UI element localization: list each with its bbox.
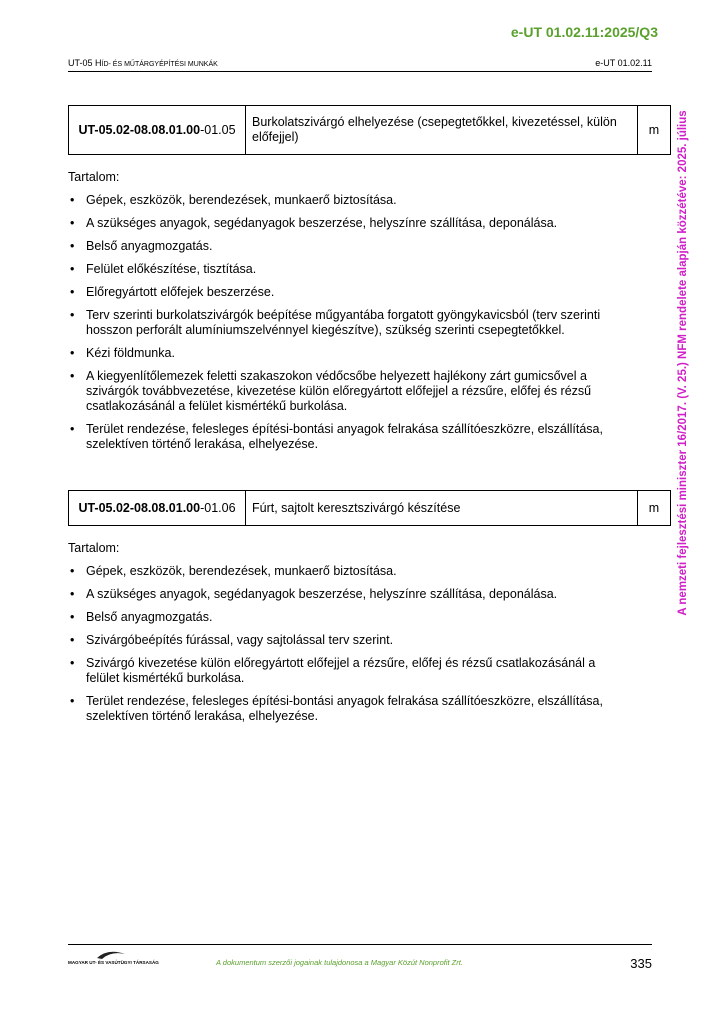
- list-item: • Gépek, eszközök, berendezések, munkaerő biztosítása.: [68, 193, 628, 208]
- list-item: • Belső anyagmozgatás.: [68, 239, 628, 254]
- item-code-suffix: -01.05: [200, 123, 236, 137]
- content-label: Tartalom:: [68, 170, 120, 184]
- list-item: • Terv szerinti burkolatszivárgók beépítése műgyantába forgatott gyöngykavicsból (terv szerinti hosszon perforált alumíniumszelvénnyel kiegészítve), szükség szerinti csepegtetőkkel.: [68, 308, 628, 338]
- item-table-2: [68, 490, 671, 526]
- side-note-text: A nemzeti fejlesztési miniszter 16/2017. (V. 25.) NFM rendelete alapján közzétéve: 2025. július: [677, 110, 689, 616]
- content-label: Tartalom:: [68, 541, 120, 555]
- item-code: [69, 106, 246, 154]
- item-description: Burkolatszivárgó elhelyezése (csepegtetőkkel, kivezetéssel, külön előfejjel): [246, 106, 638, 154]
- copyright-notice: A dokumentum szerzői jogainak tulajdonosa a Magyar Közút Nonprofit Zrt.: [216, 958, 463, 967]
- logo-text: MAGYAR UT- ÉS VASÚTÜGYI TÁRSASÁG: [68, 960, 159, 965]
- footer-divider: [68, 944, 652, 945]
- item-table-1: [68, 105, 671, 155]
- running-header-prefix: UT-05 H: [68, 58, 102, 68]
- list-item: • Szivárgóbeépítés fúrással, vagy sajtolással terv szerint.: [68, 633, 628, 648]
- item-unit: m: [648, 501, 660, 515]
- item-unit: m: [648, 123, 660, 137]
- list-item: • Előregyártott előfejek beszerzése.: [68, 285, 628, 300]
- item-code-main: UT-05.02-08.08.01.00: [78, 123, 201, 137]
- page-number: 335: [630, 956, 652, 971]
- running-header-left: [68, 58, 218, 68]
- item-code-suffix: -01.06: [200, 501, 236, 515]
- running-header: [68, 58, 652, 72]
- list-item: • Gépek, eszközök, berendezések, munkaerő biztosítása.: [68, 564, 628, 579]
- list-item: • A szükséges anyagok, segédanyagok beszerzése, helyszínre szállítása, deponálása.: [68, 587, 628, 602]
- item-code: [69, 491, 246, 525]
- item-description: Fúrt, sajtolt keresztszivárgó készítése: [246, 491, 638, 525]
- content-list-1: [68, 193, 628, 460]
- publisher-logo: [68, 950, 160, 968]
- list-item: • A kiegyenlítőlemezek feletti szakaszokon védőcsőbe helyezett hajlékony zárt gumicsővel a szivárgók továbbvezetése, kivezetése külön előregyártott előfejjel a rézsűre, előfej és rézsű csatlakozásánál a felület kismértékű burkolása.: [68, 369, 628, 414]
- document-code: e-UT 01.02.11:2025/Q3: [510, 24, 658, 40]
- list-item: • Kézi földmunka.: [68, 346, 628, 361]
- running-header-right: e-UT 01.02.11: [595, 58, 652, 68]
- list-item: • Felület előkészítése, tisztítása.: [68, 262, 628, 277]
- side-publication-note: [674, 98, 692, 628]
- list-item: • A szükséges anyagok, segédanyagok beszerzése, helyszínre szállítása, deponálása.: [68, 216, 628, 231]
- list-item: • Belső anyagmozgatás.: [68, 610, 628, 625]
- item-code-main: UT-05.02-08.08.01.00: [78, 501, 201, 515]
- logo-swoosh-icon: [96, 950, 126, 960]
- list-item: • Terület rendezése, felesleges építési-bontási anyagok felrakása szállítóeszközre, elszállítása, szelektíven történő lerakása, elhelyezése.: [68, 422, 628, 452]
- content-list-2: [68, 564, 628, 732]
- list-item: • Szivárgó kivezetése külön előregyártott előfejjel a rézsűre, előfej és rézsű csatlakozásánál a felület kismértékű burkolása.: [68, 656, 628, 686]
- running-header-smallcaps: ÍD- ÉS MŰTÁRGYÉPÍTÉSI MUNKÁK: [101, 61, 218, 68]
- list-item: • Terület rendezése, felesleges építési-bontási anyagok felrakása szállítóeszközre, elszállítása, szelektíven történő lerakása, elhelyezése.: [68, 694, 628, 724]
